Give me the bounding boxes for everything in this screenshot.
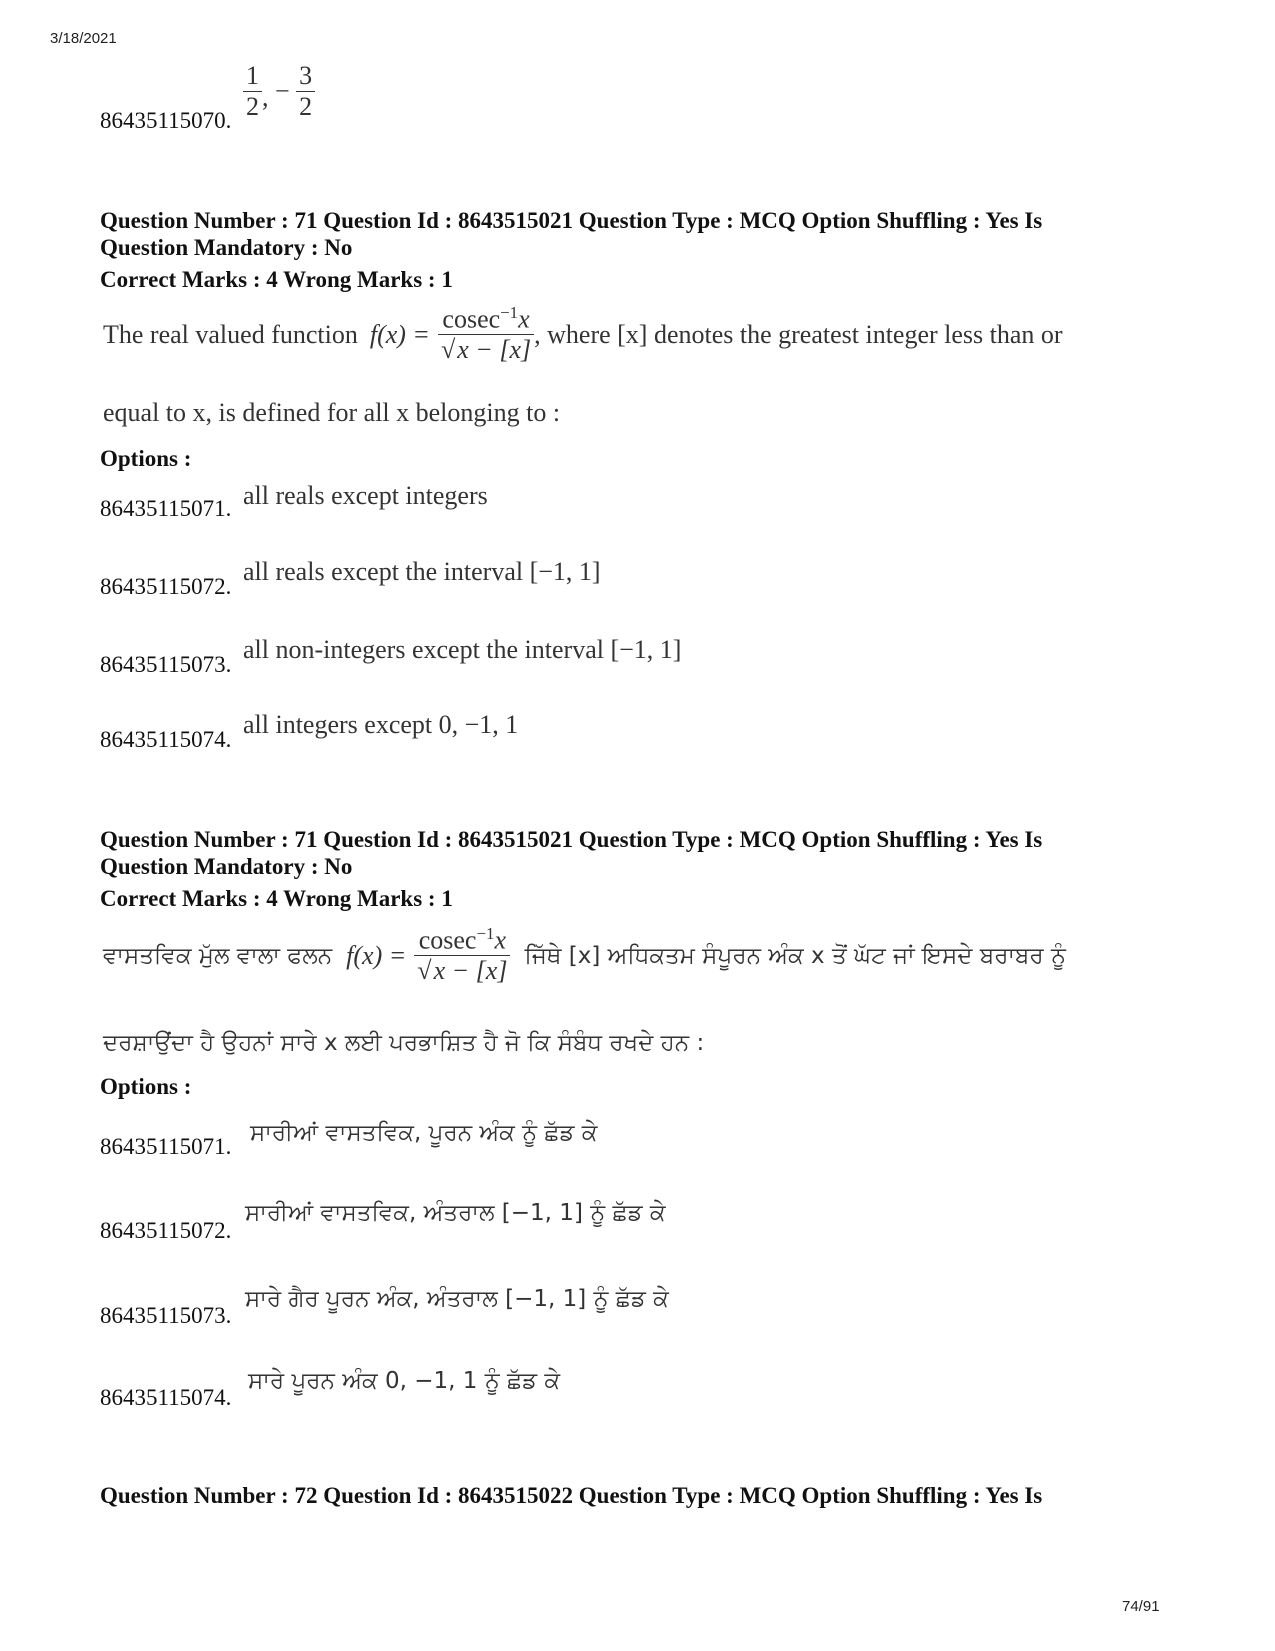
option-id: 86435115071. [100, 1134, 232, 1159]
option-text: ਸਾਰੀਆਂ ਵਾਸਤਵਿਕ, ਪੂਰਨ ਅੰਕ ਨੂੰ ਛੱਡ ਕੇ [250, 1120, 598, 1146]
fraction: $\frac{3}{2}$ [296, 62, 315, 121]
question-stem-line2: equal to x, is defined for all x belonging to : [103, 398, 561, 427]
question-header-line: Question Number : 71 Question Id : 8643515021 Question Type : MCQ Option Shuffling : Yes Is [100, 208, 1043, 233]
option-id: 86435115070. [100, 108, 232, 133]
stem-text: ਵਾਸਤਵਿਕ ਮੁੱਲ ਵਾਲਾ ਫਲਨ [103, 942, 333, 969]
stem-text: The real valued function [103, 319, 358, 349]
fraction: $\frac{1}{2}$ [243, 62, 262, 121]
print-date: 3/18/2021 [50, 30, 117, 47]
option-id: 86435115074. [100, 1385, 232, 1410]
option-text: all integers except 0, −1, 1 [243, 710, 519, 739]
option-text: ਸਾਰੀਆਂ ਵਾਸਤਵਿਕ, ਅੰਤਰਾਲ [−1, 1] ਨੂੰ ਛੱਡ ਕੇ [245, 1200, 666, 1226]
question-header-line: Question Number : 71 Question Id : 8643515021 Question Type : MCQ Option Shuffling : Yes Is [100, 827, 1043, 852]
options-label: Options : [100, 1074, 192, 1099]
question-stem [103, 925, 1066, 986]
question-header [100, 207, 1042, 261]
question-marks: Correct Marks : 4 Wrong Marks : 1 [100, 886, 453, 911]
stem-text: ਜਿੱਥੇ [x] ਅਧਿਕਤਮ ਸੰਪੂਰਨ ਅੰਕ x ਤੋਂ ਘੱਟ ਜਾਂ ਇਸਦੇ ਬਰਾਬਰ ਨੂੰ [524, 942, 1066, 969]
option-id: 86435115072. [100, 574, 232, 599]
question-header: Question Number : 72 Question Id : 8643515022 Question Type : MCQ Option Shuffling : Yes Is [100, 1483, 1043, 1508]
question-stem [103, 304, 1063, 365]
option-text: ਸਾਰੇ ਗੈਰ ਪੂਰਨ ਅੰਕ, ਅੰਤਰਾਲ [−1, 1] ਨੂੰ ਛੱਡ ਕੇ [245, 1286, 669, 1312]
fraction: $\frac{cosec^{-1}x}{√x - [x]}$ [414, 925, 510, 986]
question-marks: Correct Marks : 4 Wrong Marks : 1 [100, 267, 453, 292]
function-label: f(x) = [369, 319, 430, 349]
question-stem-line2: ਦਰਸ਼ਾਉਂਦਾ ਹੈ ਉਹਨਾਂ ਸਾਰੇ x ਲਈ ਪਰਭਾਸ਼ਿਤ ਹੈ ਜੋ ਕਿ ਸੰਬੰਧ ਰਖਦੇ ਹਨ : [103, 1030, 705, 1056]
options-label: Options : [100, 446, 192, 471]
question-header-line: Question Mandatory : No [100, 235, 353, 260]
option-id: 86435115072. [100, 1218, 232, 1243]
option-id: 86435115073. [100, 652, 232, 677]
question-header-line: Question Mandatory : No [100, 854, 353, 879]
option-id: 86435115074. [100, 727, 232, 752]
previous-option-row [100, 108, 231, 134]
option-text: all reals except integers [243, 481, 488, 510]
option-text: ਸਾਰੇ ਪੂਰਨ ਅੰਕ 0, −1, 1 ਨੂੰ ਛੱਡ ਕੇ [248, 1368, 561, 1394]
question-header [100, 826, 1042, 880]
previous-option-content: $\frac{1}{2}$ , − $\frac{3}{2}$ [243, 62, 315, 121]
option-id: 86435115073. [100, 1303, 232, 1328]
function-label: f(x) = [346, 940, 407, 970]
option-text: all non-integers except the interval [−1, 1] [243, 635, 682, 664]
page-number: 74/91 [1122, 1598, 1160, 1615]
option-id: 86435115071. [100, 496, 232, 521]
stem-text: , where [x] denotes the greatest integer less than or [534, 319, 1063, 349]
fraction: $\frac{cosec^{-1}x}{√x - [x]}$ [438, 304, 534, 365]
option-text: all reals except the interval [−1, 1] [243, 557, 601, 586]
